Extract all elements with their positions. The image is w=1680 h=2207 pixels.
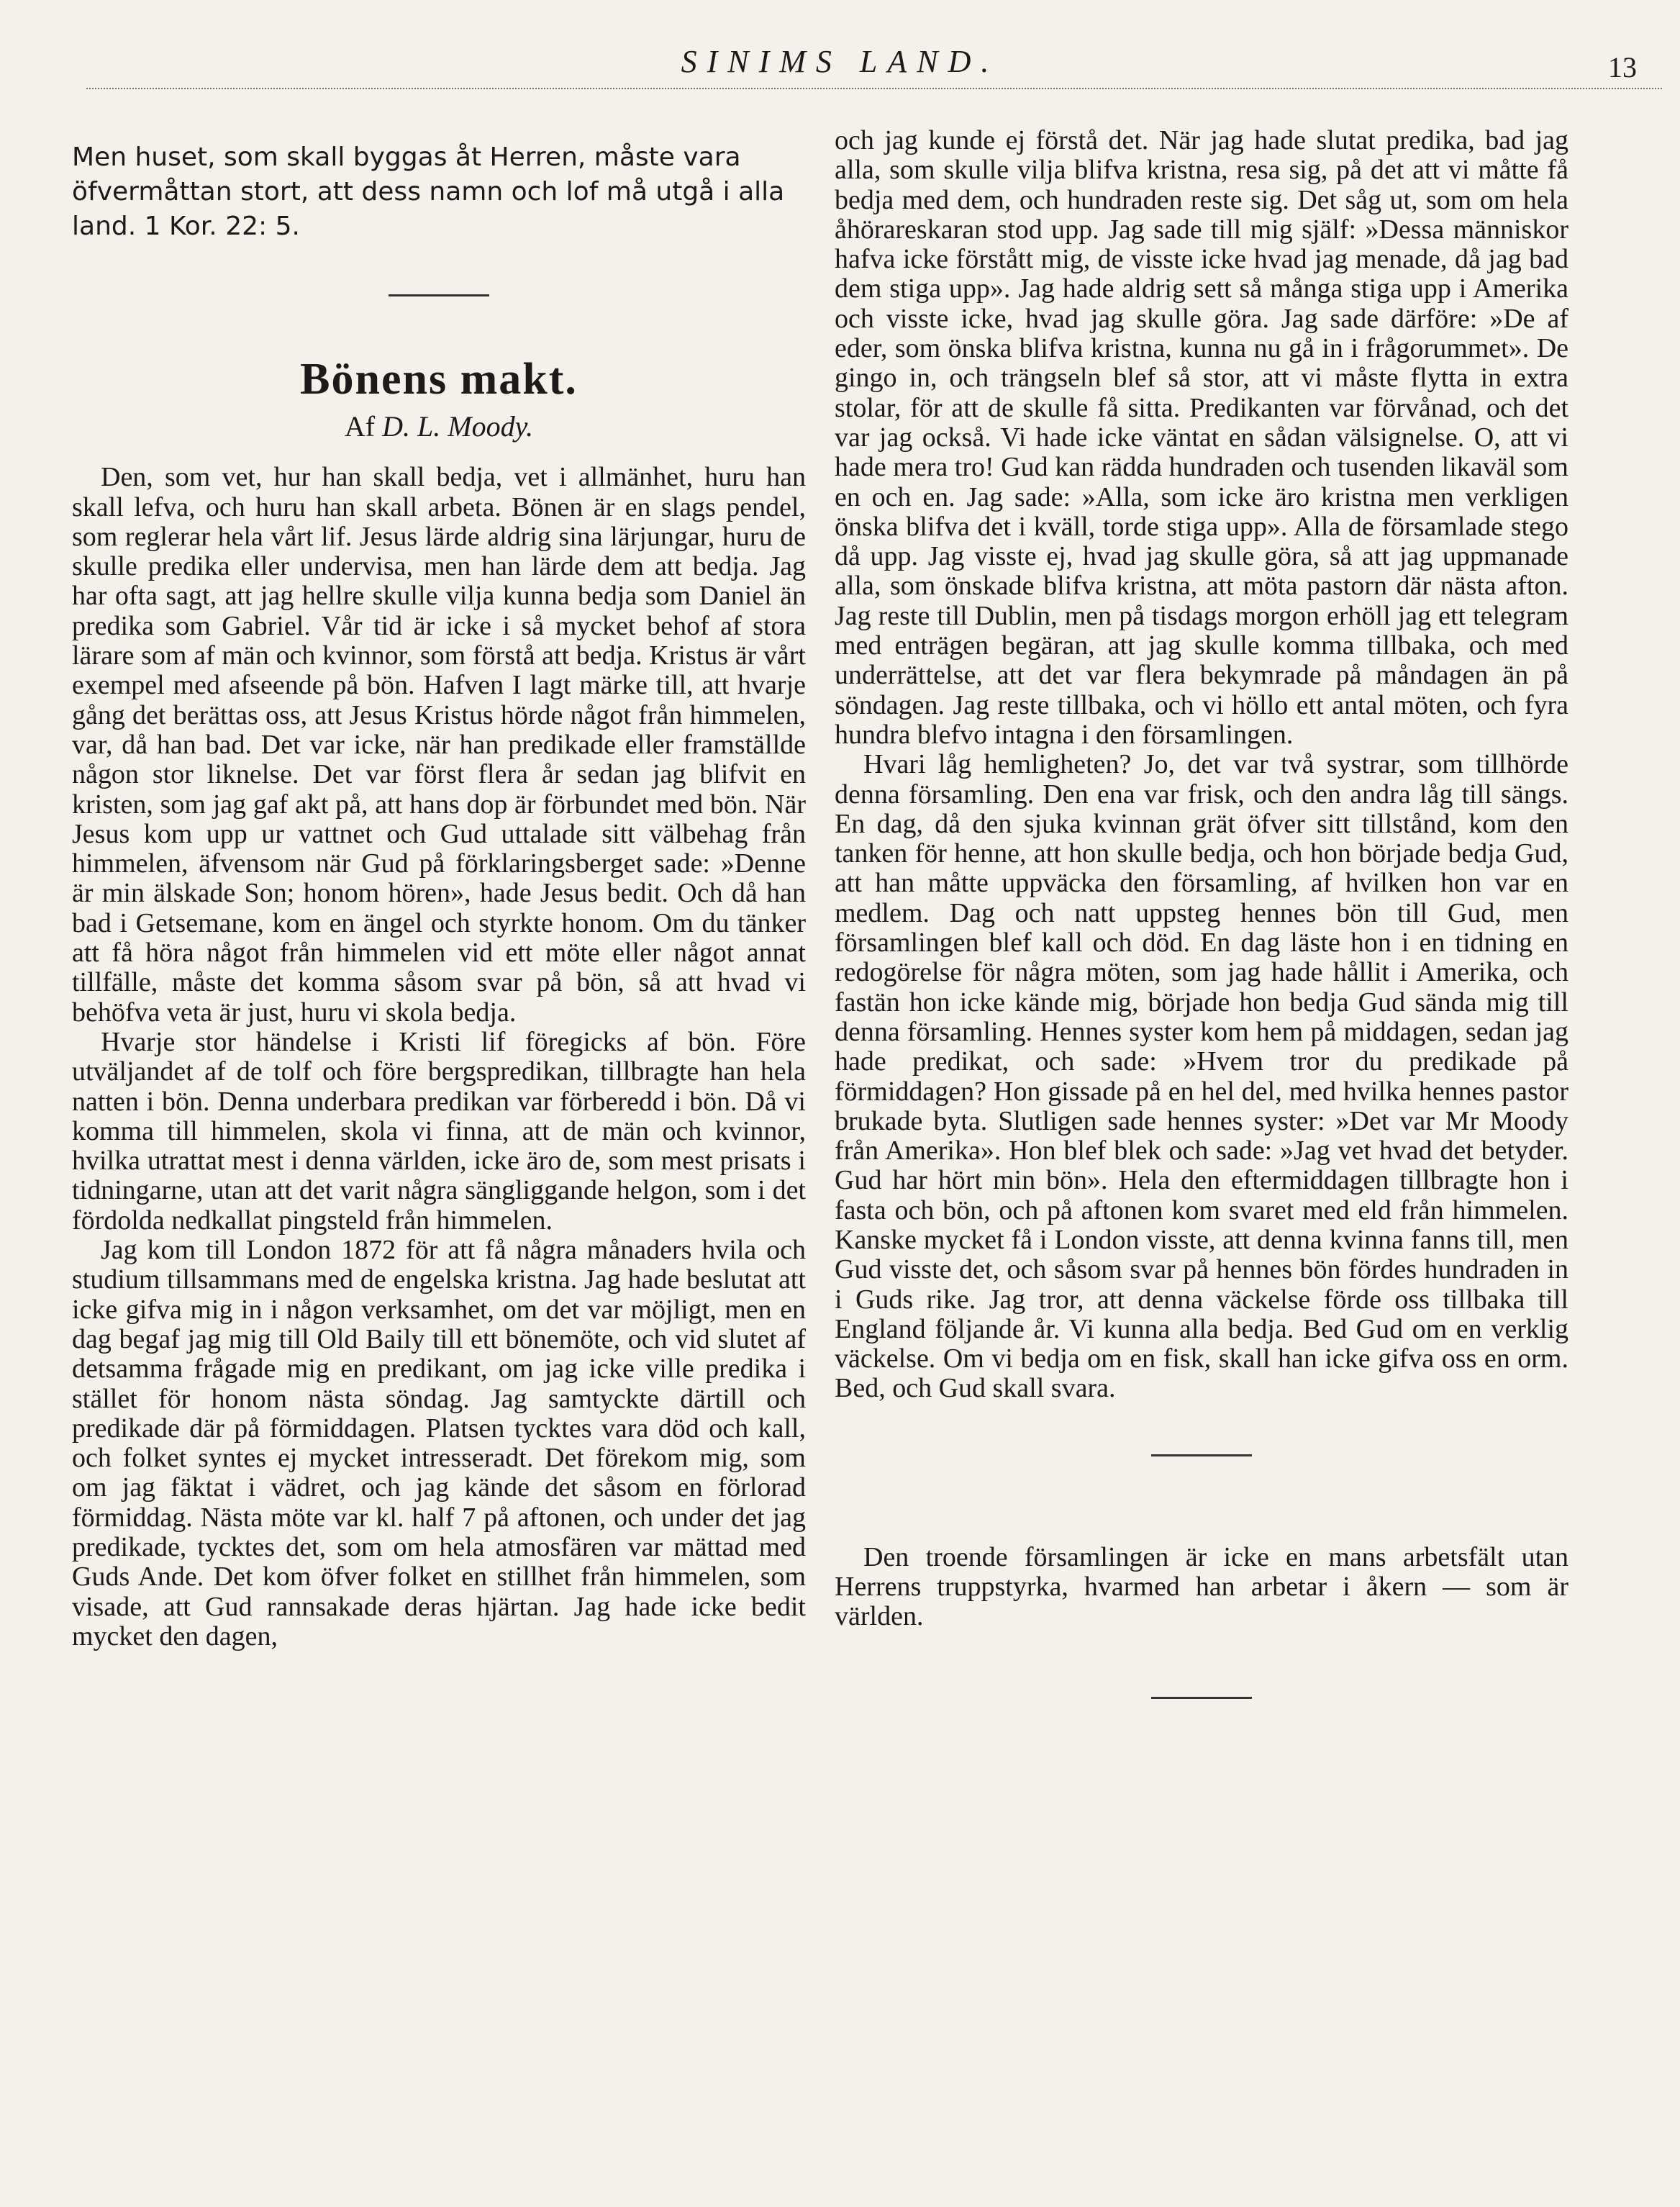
paragraph: Hvari låg hemligheten? Jo, det var två systrar, som tillhörde denna församling. Den ena var frisk, och den andra låg till sängs. En dag, då den sjuka kvinnan grät öfver sitt tillstånd, kom den tanken för henne, att hon skulle bedja, och hon började bedja Gud, att han måtte uppväcka den församling, af hvilken hon var en medlem. Dag och natt uppsteg hennes bön till Gud, men församlingen blef kall och död. En dag läste hon i en tidning en redogörelse för några möten, som jag hade hållit i Amerika, och fastän hon icke kände mig, började hon bedja Gud sända mig till denna församling. Hennes syster kom hem på middagen, sedan jag hade predikat, och sade: »Hvem tror du predikade på förmiddagen? Hon gissade på en hel del, med hvilka hennes pastor brukade byta. Slutligen sade hennes syster: »Det var Mr Moody från Amerika». Hon blef blek och sade: »Jag vet hvad det betyder. Gud har hört min bön». Hela den eftermiddagen tillbragte hon i fasta och bön, och på aftonen kom svaret med eld från himmelen. Kanske mycket få i London visste, att denna kvinna fanns till, men Gud visste det, och såsom svar på hennes bön fördes hundraden in i Guds rike. Jag tror, att denna väckelse förde oss tillbaka till England följande år. Vi kunna alla bedja. Bed Gud om en verklig väckelse. Om vi bedja om en fisk, skall han icke gifva oss en orm. Bed, och Gud skall svara. <box>835 749 1568 1404</box>
separator-rule <box>1151 1454 1252 1456</box>
byline-prefix: Af <box>344 410 376 443</box>
byline-author: D. L. Moody. <box>382 410 534 443</box>
right-column <box>835 126 1568 1699</box>
article-title: Bönens makt. <box>300 355 578 404</box>
separator-rule <box>1151 1697 1252 1699</box>
paragraph: och jag kunde ej förstå det. När jag hade slutat predika, bad jag alla, som skulle vilja blifva kristna, resa sig, på det att vi måtte få bedja med dem, och hundraden reste sig. Det såg ut, som om hela åhörareskaran stod upp. Jag sade till mig själf: »Dessa människor hafva icke förstått mig, de visste icke hvad jag menade, då jag bad dem stiga upp». Jag hade aldrig sett så många stiga upp i Amerika och visste icke, hvad jag skulle göra. Jag sade därföre: »De af eder, som önska blifva kristna, kunna nu gå in i frågorummet». De gingo in, och trängseln blef så stor, att vi måste flytta in extra stolar, för att de skulle få sitta. Predikanten var förvånad, och det var jag också. Vi hade icke väntat en sådan välsignelse. O, att vi hade mera tro! Gud kan rädda hundraden och tusenden likaväl som en och en. Jag sade: »Alla, som icke äro kristna men verkligen önska blifva det i kväll, torde stiga upp». Alla de församlade stego då upp. Jag visste ej, hvad jag skulle göra, så att jag uppmanade alla, som önskade blifva kristna, att möta pastorn där nästa afton. Jag reste till Dublin, men på tisdags morgon erhöll jag ett telegram med enträgen begäran, att jag skulle komma tillbaka, och med underrättelse, att det var flera bekymrade på måndagen än på söndagen. Jag reste tillbaka, och vi höllo ett antal möten, och fyra hundra blefvo intagna i den församlingen. <box>835 125 1568 750</box>
epigraph: Men huset, som skall byggas åt Herren, måste vara öfvermåttan stort, att dess namn och lof må utgå i alla land. 1 Kor. 22: 5. <box>72 142 785 241</box>
byline <box>72 412 806 441</box>
closing-note: Den troende församlingen är icke en mans arbetsfält utan Herrens truppstyrka, hvarmed han arbetar i åkern — som är världen. <box>835 1541 1568 1632</box>
running-title: SINIMS LAND. <box>681 44 999 79</box>
header-rule <box>86 88 1662 89</box>
left-column <box>72 126 806 1651</box>
paragraph: Hvarje stor händelse i Kristi lif föregicks af bön. Före utväljandet af de tolf och före bergspredikan, tillbragte han hela natten i bön. Denna underbara predikan var förberedd i bön. Då vi komma till himmelen, skola vi finna, att de män och kvinnor, hvilka utrattat mest i denna världen, icke äro de, som mest prisats i tidningarne, utan att det varit några sängliggande helgon, som i det fördolda nedkallat pingsteld från himmelen. <box>72 1026 806 1236</box>
paragraph: Den, som vet, hur han skall bedja, vet i allmänhet, huru han skall lefva, och huru han skall arbeta. Bönen är en slags pendel, som reglerar hela vårt lif. Jesus lärde aldrig sina lärjungar, huru de skulle predika eller undervisa, men han lärde dem att bedja. Jag har ofta sagt, att jag hellre skulle vilja kunna bedja som Daniel än predika som Gabriel. Vår tid är icke i så mycket behof af stora lärare som af män och kvinnor, som förstå att bedja. Kristus är vårt exempel med afseende på bön. Hafven I lagt märke till, att hvarje gång det berättas oss, att Jesus Kristus hörde något från himmelen, var, då han bad. Det var icke, när han predikade eller framställde någon stor liknelse. Det var först flera år sedan jag blifvit en kristen, som jag gaf akt på, att hans dop är förbundet med bön. När Jesus kom upp ur vattnet och Gud uttalade sitt välbehag från himmelen, äfvensom när Gud på förklaringsberget sade: »Denne är min älskade Son; honom hören», hade Jesus bedit. Och då han bad i Getsemane, kom en ängel och styrkte honom. Om du tänker att få höra något från himmelen vid ett möte eller något annat tillfälle, måste det komma såsom svar på bön, så att hvad vi behöfva veta är just, huru vi skola bedja. <box>72 462 806 1028</box>
page-number: 13 <box>1608 51 1637 83</box>
paragraph: Jag kom till London 1872 för att få några månaders hvila och studium tillsammans med de engelska kristna. Jag hade beslutat att icke gifva mig in i någon verksamhet, om det var möjligt, men en dag begaf jag mig till Old Baily till ett bönemöte, och vid slutet af detsamma frågade mig en predikant, om jag icke ville predika i stället för honom nästa söndag. Jag samtyckte därtill och predikade där på förmiddagen. Platsen tycktes vara död och kall, och folket syntes ej mycket intresseradt. Det förekom mig, som om jag fäktat i vädret, och jag kände det såsom en förlorad förmiddag. Nästa möte var kl. half 7 på aftonen, och under det jag predikade, tycktes det, som om hela atmosfären var mättad med Guds Ande. Det kom öfver folket en stillhet från himmelen, som visade, att Gud rannsakade deras hjärtan. Jag hade icke bedit mycket den dagen, <box>72 1235 806 1651</box>
separator-rule <box>389 294 489 296</box>
